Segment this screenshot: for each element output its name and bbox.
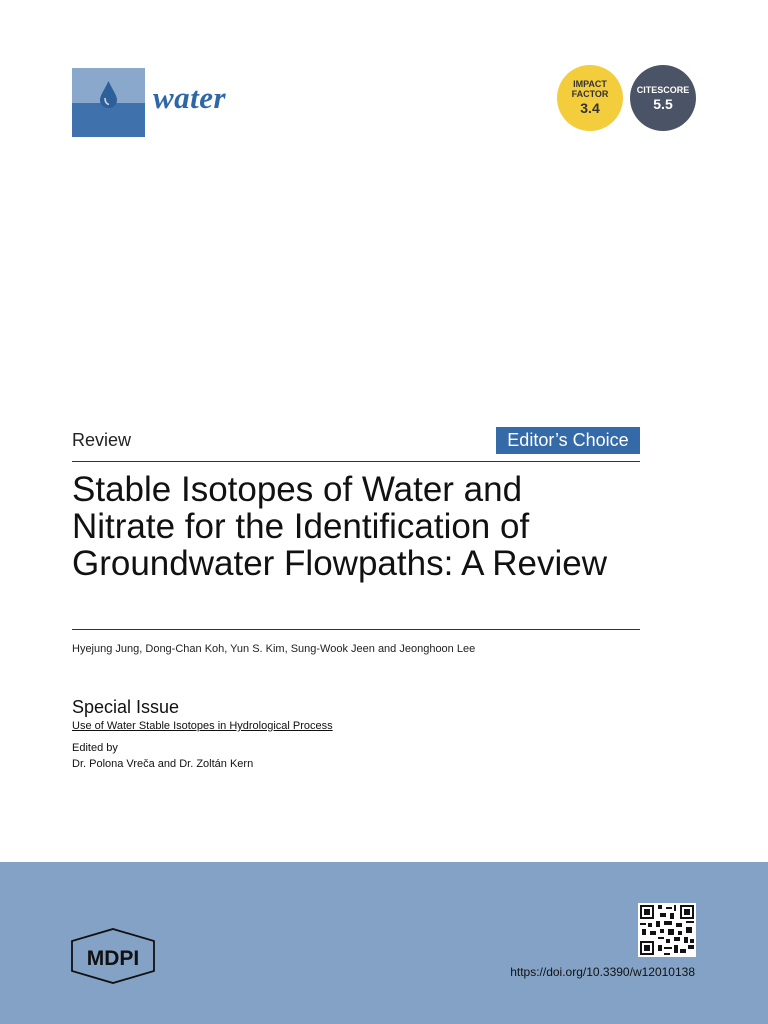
doi-link[interactable]: https://doi.org/10.3390/w12010138 [510, 965, 695, 979]
divider [72, 461, 640, 462]
article-type: Review [72, 430, 132, 450]
divider [72, 629, 640, 630]
water-drop-icon [72, 68, 145, 137]
special-issue-link[interactable]: Use of Water Stable Isotopes in Hydrological Process [72, 720, 333, 732]
editors-choice-badge: Editor’s Choice [496, 427, 640, 454]
publisher-name: MDPI [86, 947, 140, 970]
journal-name: water [153, 80, 227, 115]
title-line: Nitrate for the Identification of [72, 507, 530, 546]
impact-factor-badge [557, 65, 623, 131]
mdpi-logo [70, 927, 156, 985]
edited-by-label: Edited by [72, 742, 118, 754]
journal-logo [72, 68, 145, 137]
special-issue-heading: Special Issue [72, 697, 180, 717]
issue-editors: Dr. Polona Vreča and Dr. Zoltán Kern [72, 758, 254, 770]
qr-code-icon[interactable] [638, 903, 696, 957]
citescore-badge [630, 65, 696, 131]
citescore-label: CITESCORE [636, 85, 690, 95]
title-line: Groundwater Flowpaths: A Review [72, 544, 607, 583]
article-title [72, 471, 642, 582]
impact-factor-label: IMPACT FACTOR [571, 79, 609, 99]
citescore-value: 5.5 [653, 96, 673, 112]
title-line: Stable Isotopes of Water and [72, 470, 523, 509]
impact-factor-value: 3.4 [580, 100, 600, 116]
author-list: Hyejung Jung, Dong-Chan Koh, Yun S. Kim, Sung-Wook Jeen and Jeonghoon Lee [72, 643, 476, 655]
